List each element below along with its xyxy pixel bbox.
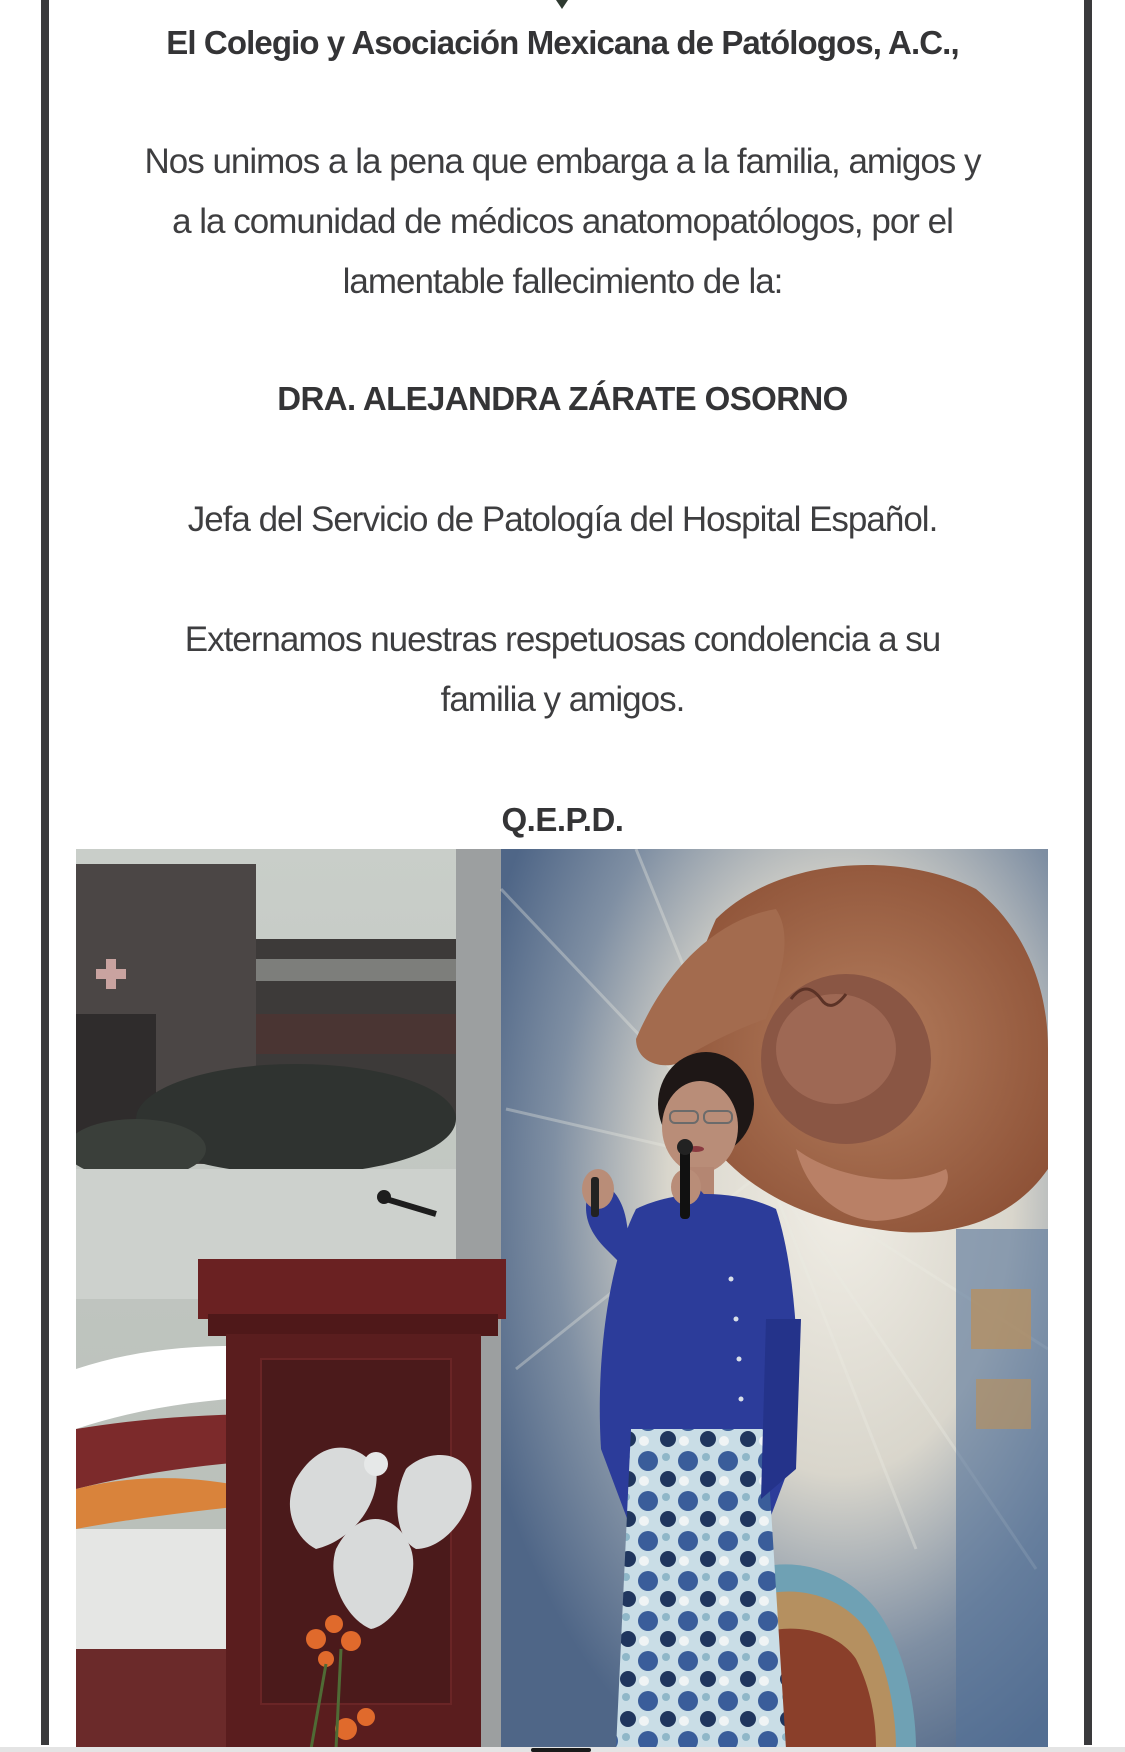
closing-line: Externamos nuestras respetuosas condolencia a su (184, 620, 941, 659)
organization-title: El Colegio y Asociación Mexicana de Patólogos, A.C., (166, 24, 959, 61)
position-text: Jefa del Servicio de Patología del Hospital Español. (187, 500, 938, 539)
condolence-line: a la comunidad de médicos anatomopatólogos, por el (172, 202, 953, 241)
condolence-line: Nos unimos a la pena que embarga a la familia, amigos y (144, 142, 981, 181)
memorial-photo (76, 849, 1048, 1749)
signoff-qepd: Q.E.P.D. (501, 801, 624, 838)
home-indicator[interactable] (531, 1748, 591, 1752)
condolence-line: lamentable fallecimiento de la: (342, 262, 783, 301)
top-ornament-icon (556, 0, 568, 9)
closing-paragraph (49, 610, 1076, 730)
condolence-paragraph (49, 132, 1076, 312)
closing-line: familia y amigos. (440, 680, 685, 719)
deceased-name: DRA. ALEJANDRA ZÁRATE OSORNO (277, 380, 848, 417)
